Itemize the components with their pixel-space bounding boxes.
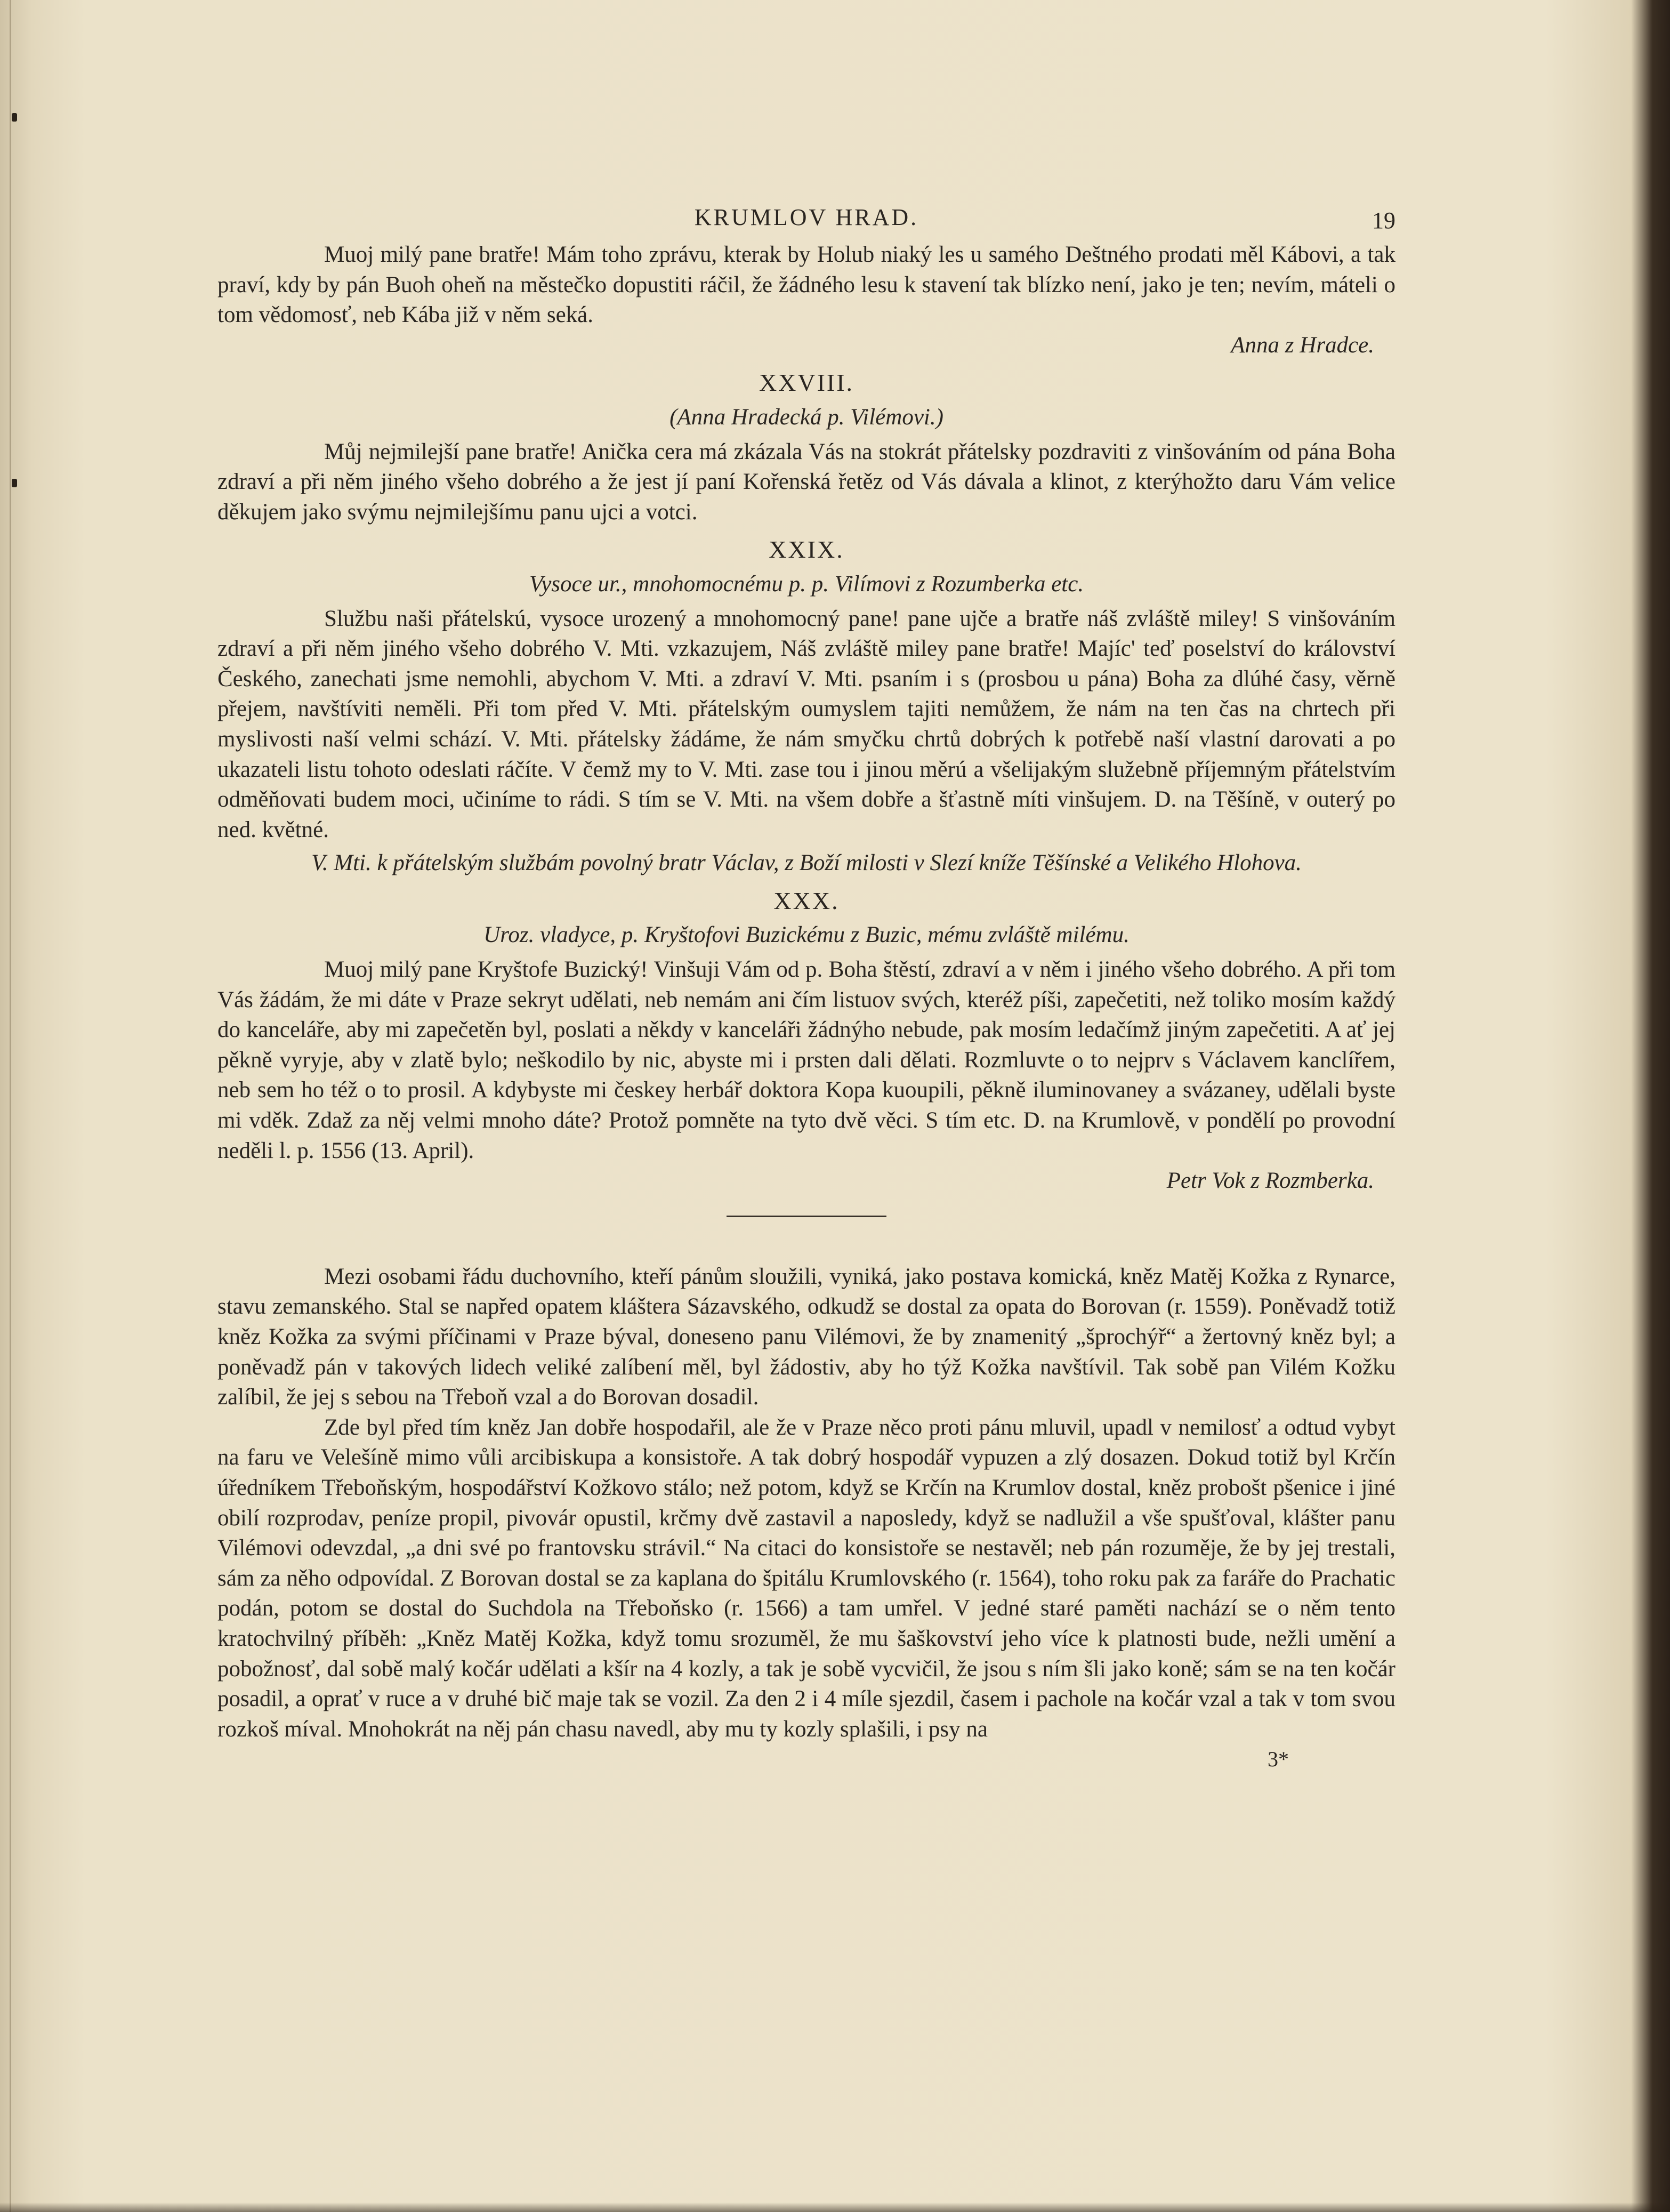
letter-number: XXVIII. [759,369,854,397]
letter-number: XXX. [773,887,840,914]
letter-address: Uroz. vladyce, p. Kryštofovi Buzickému z Buzic, mému zvláště milému. [483,922,1130,948]
narrative-paragraph: Zde byl před tím kněz Jan dobře hospodařil, ale že v Praze něco proti pánu mluvil, upadl v nemilosť a odtud vybyt na faru ve Velešíně mimo vůli arcibiskupa a konsistoře. A tak dobrý hospodář vypuzen a zlý dosazen. Dokud totiž byl Krčín úředníkem Třeboňským, hospodářství Kožkovo stálo; než potom, když se Krčín na Krumlov dostal, kněz probošt pšenice i jiné obilí rozprodav, peníze propil, pivovár opustil, krčmy dvě zastavil a naposledy, když se nadlužil a vše spušťoval, klášter panu Vilémovi odevzdal, „a dni své po frantovsku strávil.“ Na citaci do konsistoře se nestavěl; neb pán rozuměje, že by jej trestali, sám za něho odpovídal. Z Borovan dostal se za kaplana do špitálu Krumlovského (r. 1564), toho roku pak za faráře do Prachatic podán, potom se dostal do Suchdola na Třeboňsko (r. 1566) a tam umřel. V jedné staré paměti nachází se o něm tento kratochvilný příběh: „Kněz Matěj Kožka, když tomu srozuměl, že mu šaškovství jeho více k platnosti bude, nežli umění a pobožnosť, dal sobě malý kočár udělati a kšír na 4 kozly, a tak je sobě vycvičil, že jsou s ním šli jako koně; sám se na ten kočár posadil, a oprať v ruce a v druhé bič maje tak se vozil. Za den 2 i 4 míle sjezdil, časem i pachole na kočár vzal a tak v tom svou rozkoš míval. Mnohokrát na něj pán chasu navedl, aby mu ty kozly splašili, i psy na [217,1414,1395,1742]
bottom-shadow [0,2202,1670,2212]
page-number: 19 [1372,207,1395,234]
signature-mark: 3* [1268,1747,1289,1772]
letter-xxvii-end [217,240,1395,360]
binding-edge [10,0,11,2212]
letter-xxx [217,886,1395,1196]
letter-text: Službu naši přátelskú, vysoce urozený a mnohomocný pane! pane ujče a bratře náš zvláště miley! S vinšováním zdraví a při něm jiného všeho dobrého V. Mti. vzkazujem, Náš zvláště miley pane bratře! Majíc' teď poselství do království Českého, zanechati jsme nemohli, abychom V. Mti. a zdraví V. Mti. psaním i s (prosbou u pána) Boha za dlúhé časy, věrně přejem, navštíviti neměli. Při tom před V. Mti. přátelským oumyslem tajiti nemůžem, že nám na ten čas na chrtech při myslivosti naší velmi schází. V. Mti. přátelsky žádáme, že nám smyčku chrtů dobrých k potřebě naší vlastní darovati a po ukazateli listu tohoto odeslati ráčíte. V čemž my to V. Mti. zase tou i jinou měrú a všelijakým služebně příjemným přátelstvím odměňovati budem moci, učiníme to rádi. S tím se V. Mti. na všem dobře a šťastně míti vinšujem. D. na Těšíně, v outerý po ned. květné. [217,606,1395,842]
letter-address: Vysoce ur., mnohomocnému p. p. Vilímovi z Rozumberka etc. [529,571,1084,597]
section-divider [727,1216,886,1217]
edge-mark [12,479,17,487]
letter-signature: Petr Vok z Rozmberka. [1166,1168,1374,1194]
letter-text: Muoj milý pane Kryštofe Buzický! Vinšuji Vám od p. Boha štěstí, zdraví a v něm i jiného všeho dobrého. A při tom Vás žádám, že mi dáte v Praze sekryt udělati, neb nemám ani čím listuov svých, kteréž píši, zapečetiti, než toliko mosím každý do kanceláře, aby mi zapečetěn byl, poslati a někdy v kanceláři žádnýho nebude, pak mosím ledačímž jiným zapečetiti. A ať jej pěkně vyryje, aby v zlatě bylo; neškodilo by nic, abyste mi i prsten dali dělati. Rozmluvte o to nejprv s Václavem kanclířem, neb sem ho též o to prosil. A kdybyste mi českey herbář doktora Kopa kuoupili, pěkně iluminovaney a svázaney, udělali byste mi vděk. Zdaž za něj velmi mnoho dáte? Protož pomněte na tyto dvě věci. S tím etc. D. na Krumlově, v pondělí po provodní neděli l. p. 1556 (13. April). [217,957,1395,1163]
running-head: KRUMLOV HRAD. [694,204,919,230]
page-content [217,203,1395,1774]
letter-xxviii [217,368,1395,527]
narrative [217,1262,1395,1745]
letter-xxix [217,535,1395,879]
letter-signature: Anna z Hradce. [1231,332,1374,358]
letter-text: Muoj milý pane bratře! Mám toho zprávu, kterak by Holub niaký les u samého Deštného prodati měl Kábovi, a tak praví, kdy by pán Buoh oheň na městečko dopustiti ráčil, že žádného lesu k stavení tak blízko není, jako je ten; nevím, máteli o tom vědomosť, neb Kába již v něm seká. [217,242,1395,328]
letter-signature: V. Mti. k přátelským službám povolný bratr Václav, z Boží milosti v Slezí kníže Těšínské a Velikého Hlohova. [311,850,1302,876]
narrative-paragraph: Mezi osobami řádu duchovního, kteří pánům sloužili, vyniká, jako postava komická, kněz Matěj Kožka z Rynarce, stavu zemanského. Stal se napřed opatem kláštera Sázavského, odkudž se dostal za opata do Borovan (r. 1559). Poněvadž totiž kněz Kožka za svými příčinami v Praze býval, doneseno panu Vilémovi, že by znamenitý „šprochýř“ a žertovný kněz byl; a poněvadž pán v takových lidech veliké zalíbení měl, byl žádostiv, aby ho týž Kožka navštívil. Tak sobě pan Vilém Kožku zalíbil, že jej s sebou na Třeboň vzal a do Borovan dosadil. [217,1264,1395,1410]
letter-address: (Anna Hradecká p. Vilémovi.) [669,404,943,430]
letter-text: Můj nejmilejší pane bratře! Anička cera má zkázala Vás na stokrát přátelsky pozdraviti z vinšováním od pána Boha zdraví a při něm jiného všeho dobrého a že jest jí paní Kořenská řetěz od Vás dávala a klinot, z kterýhožto daru Vám velice děkujem jako svýmu nejmilejšímu panu ujci a votci. [217,439,1395,525]
edge-mark [12,113,17,122]
letter-number: XXIX. [769,536,844,564]
page-header [217,203,1395,240]
